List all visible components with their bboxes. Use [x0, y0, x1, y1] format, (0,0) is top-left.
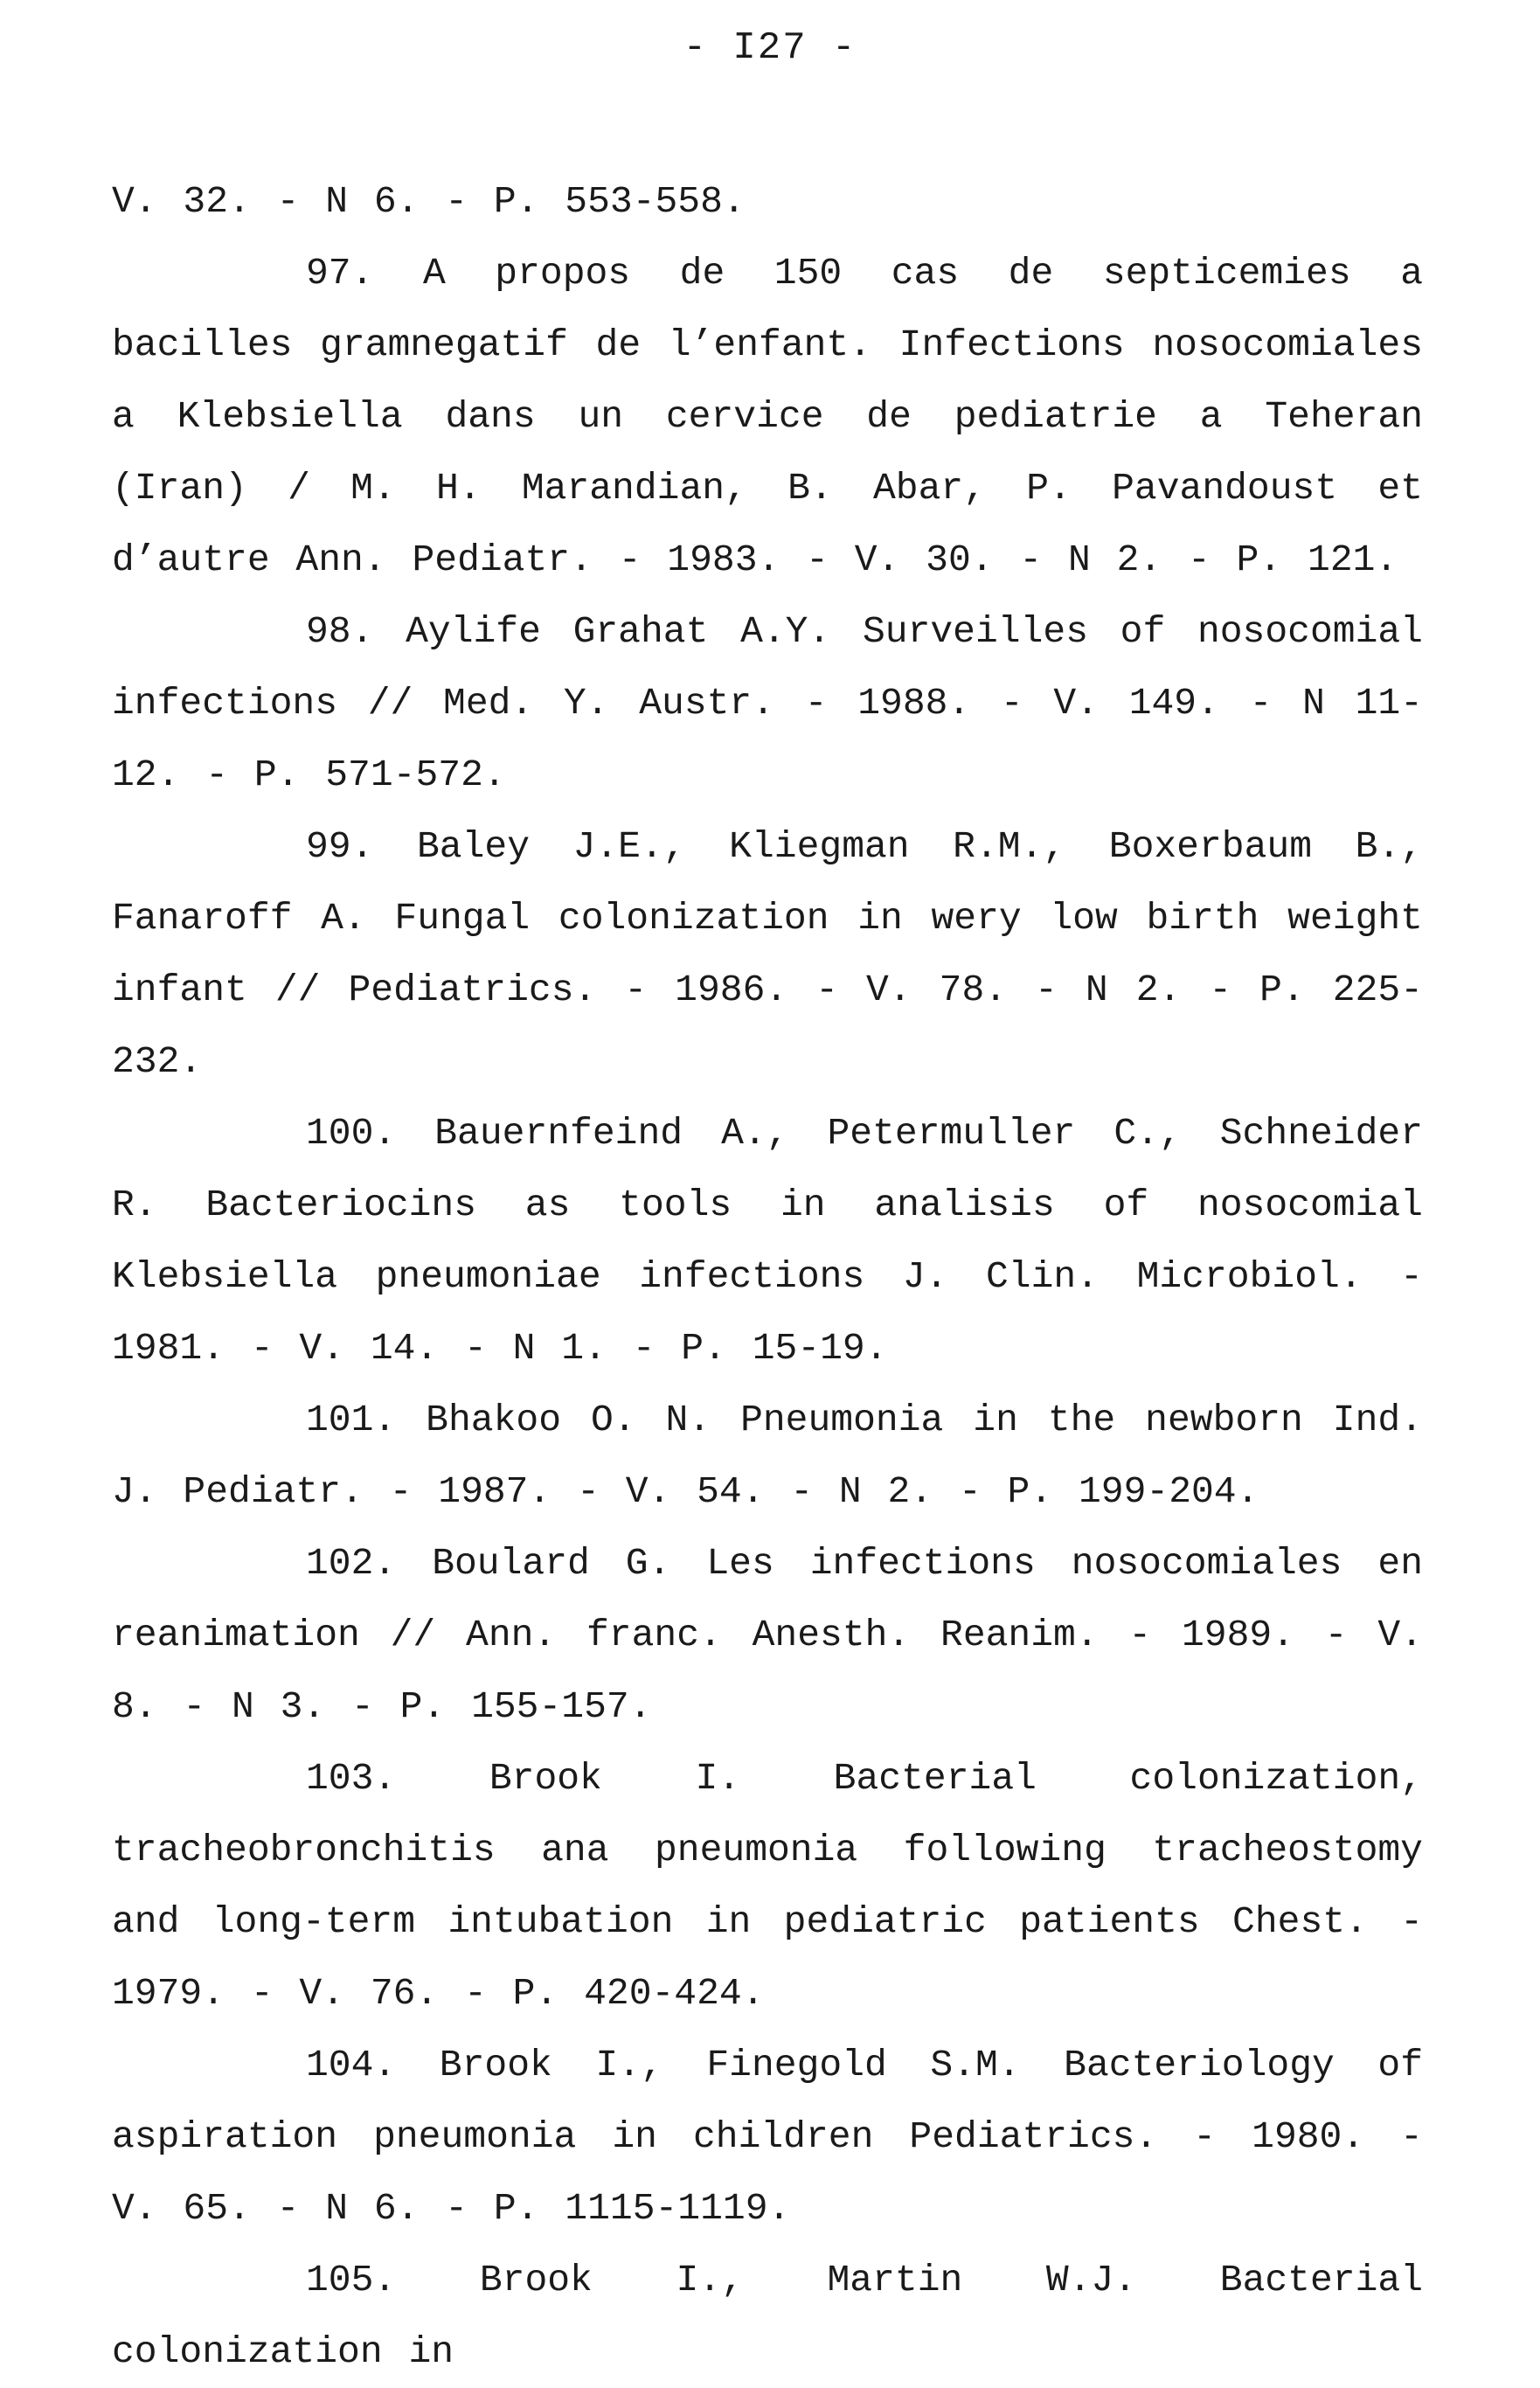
reference-item: 105. Brook I., Martin W.J. Bacterial colonization in	[112, 2259, 1423, 2373]
reference-item: 102. Boulard G. Les infections nosocomiales en reanimation // Ann. franc. Anesth. Reanim. - 1989. - V. 8. - N 3. - P. 155-157.	[112, 1542, 1423, 1728]
page-number: - I27 -	[683, 26, 857, 70]
reference-list	[112, 166, 1423, 2388]
reference-item: 100. Bauernfeind A., Petermuller C., Schneider R. Bacteriocins as tools in analisis of nosocomial Klebsiella pneumoniae infections J. Clin. Microbiol. - 1981. - V. 14. - N 1. - P. 15-19.	[112, 1112, 1423, 1370]
reference-item: 104. Brook I., Finegold S.M. Bacteriology of aspiration pneumonia in children Pediatrics. - 1980. - V. 65. - N 6. - P. 1115-1119.	[112, 2044, 1423, 2230]
reference-item: 97. A propos de 150 cas de septicemies a bacilles gramnegatif de l’enfant. Infections nosocomiales a Klebsiella dans un cervice de pediatrie a Teheran (Iran) / M. H. Marandian, B. Abar, P. Pavandoust et d’autre Ann. Pediatr. - 1983. - V. 30. - N 2. - P. 121.	[112, 252, 1423, 581]
reference-item: 103. Brook I. Bacterial colonization, tracheobronchitis ana pneumonia following tracheostomy and long-term intubation in pediatric patients Chest. - 1979. - V. 76. - P. 420-424.	[112, 1757, 1423, 2015]
reference-continuation: V. 32. - N 6. - P. 553-558.	[112, 180, 746, 223]
reference-item: 101. Bhakoo O. N. Pneumonia in the newborn Ind. J. Pediatr. - 1987. - V. 54. - N 2. - P. 199-204.	[112, 1399, 1423, 1513]
reference-item: 98. Aylife Grahat A.Y. Surveilles of nosocomial infections // Med. Y. Austr. - 1988. - V. 149. - N 11-12. - P. 571-572.	[112, 610, 1423, 796]
reference-item: 99. Baley J.E., Kliegman R.M., Boxerbaum B., Fanaroff A. Fungal colonization in wery low birth weight infant // Pediatrics. - 1986. - V. 78. - N 2. - P. 225-232.	[112, 825, 1423, 1083]
